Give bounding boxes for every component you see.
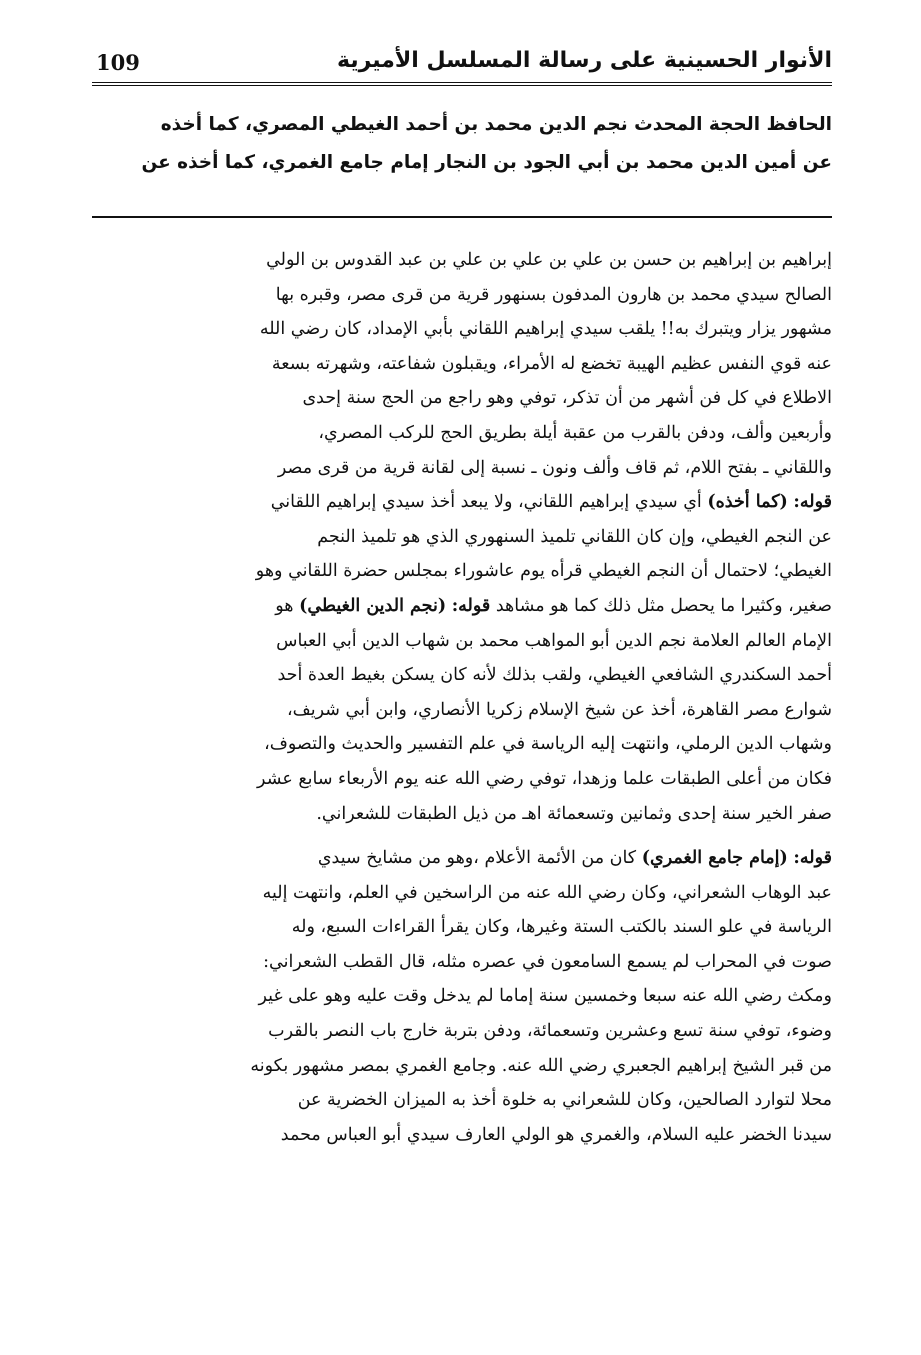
commentary-line	[92, 589, 832, 624]
commentary-text: صغير، وكثيرا ما يحصل مثل ذلك كما هو مشاهد	[495, 595, 832, 616]
footnote-separator	[92, 216, 832, 218]
main-text-line: الحافظ الحجة المحدث نجم الدين محمد بن أحمد الغيطي المصري، كما أخذه	[160, 114, 832, 135]
page-header	[92, 40, 832, 86]
commentary-line: ومكث رضي الله عنه سبعا وخمسين سنة إماما لم يدخل وقت عليه وهو على غير	[258, 986, 832, 1007]
commentary-line: عنه قوي النفس عظيم الهيبة تخضع له الأمراء، ويقبلون شفاعته، وشهرته بسعة	[271, 353, 832, 374]
commentary-line: محلا لتوارد الصالحين، وكان للشعراني به خلوة أخذ به الميزان الخضرية عن	[297, 1090, 832, 1111]
commentary-line: الإمام العالم العلامة نجم الدين أبو المواهب محمد بن شهاب الدين أبي العباس	[276, 630, 832, 651]
commentary-line: سيدنا الخضر عليه السلام، والغمري هو الولي العارف سيدي أبو العباس محمد	[280, 1124, 832, 1145]
qawluhu-label: قوله:	[451, 595, 491, 616]
running-title: الأنوار الحسينية على رسالة المسلسل الأميرية	[337, 48, 832, 73]
commentary-line: واللقاني ـ بفتح اللام، ثم قاف وألف ونون ـ نسبة إلى لقانة قرية من قرى مصر	[277, 457, 832, 478]
qawluhu-label: قوله:	[793, 848, 832, 869]
book-page	[92, 0, 832, 1355]
commentary-text: أي سيدي إبراهيم اللقاني، ولا يبعد أخذ سيدي إبراهيم اللقاني	[270, 492, 702, 513]
commentary-line: وأربعين وألف، ودفن بالقرب من عقبة أيلة بطريق الحج للركب المصري،	[318, 422, 832, 443]
commentary-line: الغيطي؛ لاحتمال أن النجم الغيطي قرأه يوم عاشوراء بمجلس حضرة اللقاني وهو	[255, 561, 832, 582]
commentary-line: وشهاب الدين الرملي، وانتهت إليه الرياسة في علم التفسير والحديث والتصوف،	[264, 734, 832, 755]
commentary-line: وضوء، توفي سنة تسع وعشرين وتسعمائة، ودفن بتربة خارج باب النصر بالقرب	[268, 1021, 832, 1042]
commentary-line: من قبر الشيخ إبراهيم الجعبري رضي الله عنه. وجامع الغمري بمصر مشهور بكونه	[250, 1055, 832, 1076]
commentary-line: صفر الخير سنة إحدى وثمانين وتسعمائة اهـ من ذيل الطبقات للشعراني.	[316, 803, 832, 824]
commentary-line: أحمد السكندري الشافعي الغيطي، ولقب بذلك لأنه كان يسكن بغيط العدة أحد	[277, 665, 832, 686]
commentary	[92, 243, 832, 1152]
commentary-line: مشهور يزار ويتبرك به!! يلقب سيدي إبراهيم اللقاني بأبي الإمداد، كان رضي الله	[259, 319, 832, 340]
commentary-line: فكان من أعلى الطبقات علما وزهدا، توفي رضي الله عنه يوم الأربعاء سابع عشر	[257, 768, 832, 789]
commentary-line: الاطلاع في كل فن أشهر من أن تذكر، توفي وهو راجع من الحج سنة إحدى	[302, 388, 832, 409]
qawluhu-label: قوله:	[793, 492, 832, 513]
commentary-line: عن النجم الغيطي، وإن كان اللقاني تلميذ السنهوري الذي هو تلميذ النجم	[317, 526, 832, 547]
commentary-line: الصالح سيدي محمد بن هارون المدفون بسنهور قرية من قرى مصر، وقبره بها	[275, 284, 832, 305]
commentary-line	[92, 841, 832, 876]
commentary-line: صوت في المحراب لم يسمع السامعون في عصره مثله، قال القطب الشعراني:	[263, 951, 832, 972]
main-text-line: عن أمين الدين محمد بن أبي الجود بن النجار إمام جامع الغمري، كما أخذه عن	[141, 152, 832, 173]
commentary-line: عبد الوهاب الشعراني، وكان رضي الله عنه من الراسخين في العلم، وانتهت إليه	[262, 882, 832, 903]
commentary-paragraph-1	[92, 243, 832, 485]
commentary-paragraph-2	[92, 485, 832, 831]
quoted-lemma: (كما أخذه)	[707, 492, 788, 513]
page-number: 109	[96, 50, 140, 75]
commentary-paragraph-3	[92, 841, 832, 1152]
commentary-line: الرياسة في علو السند بالكتب الستة وغيرها، وكان يقرأ القراءات السبع، وله	[291, 917, 832, 938]
commentary-line: إبراهيم بن إبراهيم بن حسن بن علي بن علي بن علي بن عبد القدوس بن الولي	[266, 250, 832, 270]
main-text	[92, 106, 832, 182]
commentary-line: شوارع مصر القاهرة، أخذ عن شيخ الإسلام زكريا الأنصاري، وابن أبي شريف،	[286, 699, 832, 720]
commentary-text: هو	[275, 595, 294, 616]
quoted-lemma: (نجم الدين الغيطي)	[299, 595, 447, 616]
commentary-line	[92, 485, 832, 520]
commentary-text: كان من الأئمة الأعلام ،وهو من مشايخ سيدي	[317, 848, 637, 869]
quoted-lemma: (إمام جامع الغمري)	[641, 848, 788, 869]
